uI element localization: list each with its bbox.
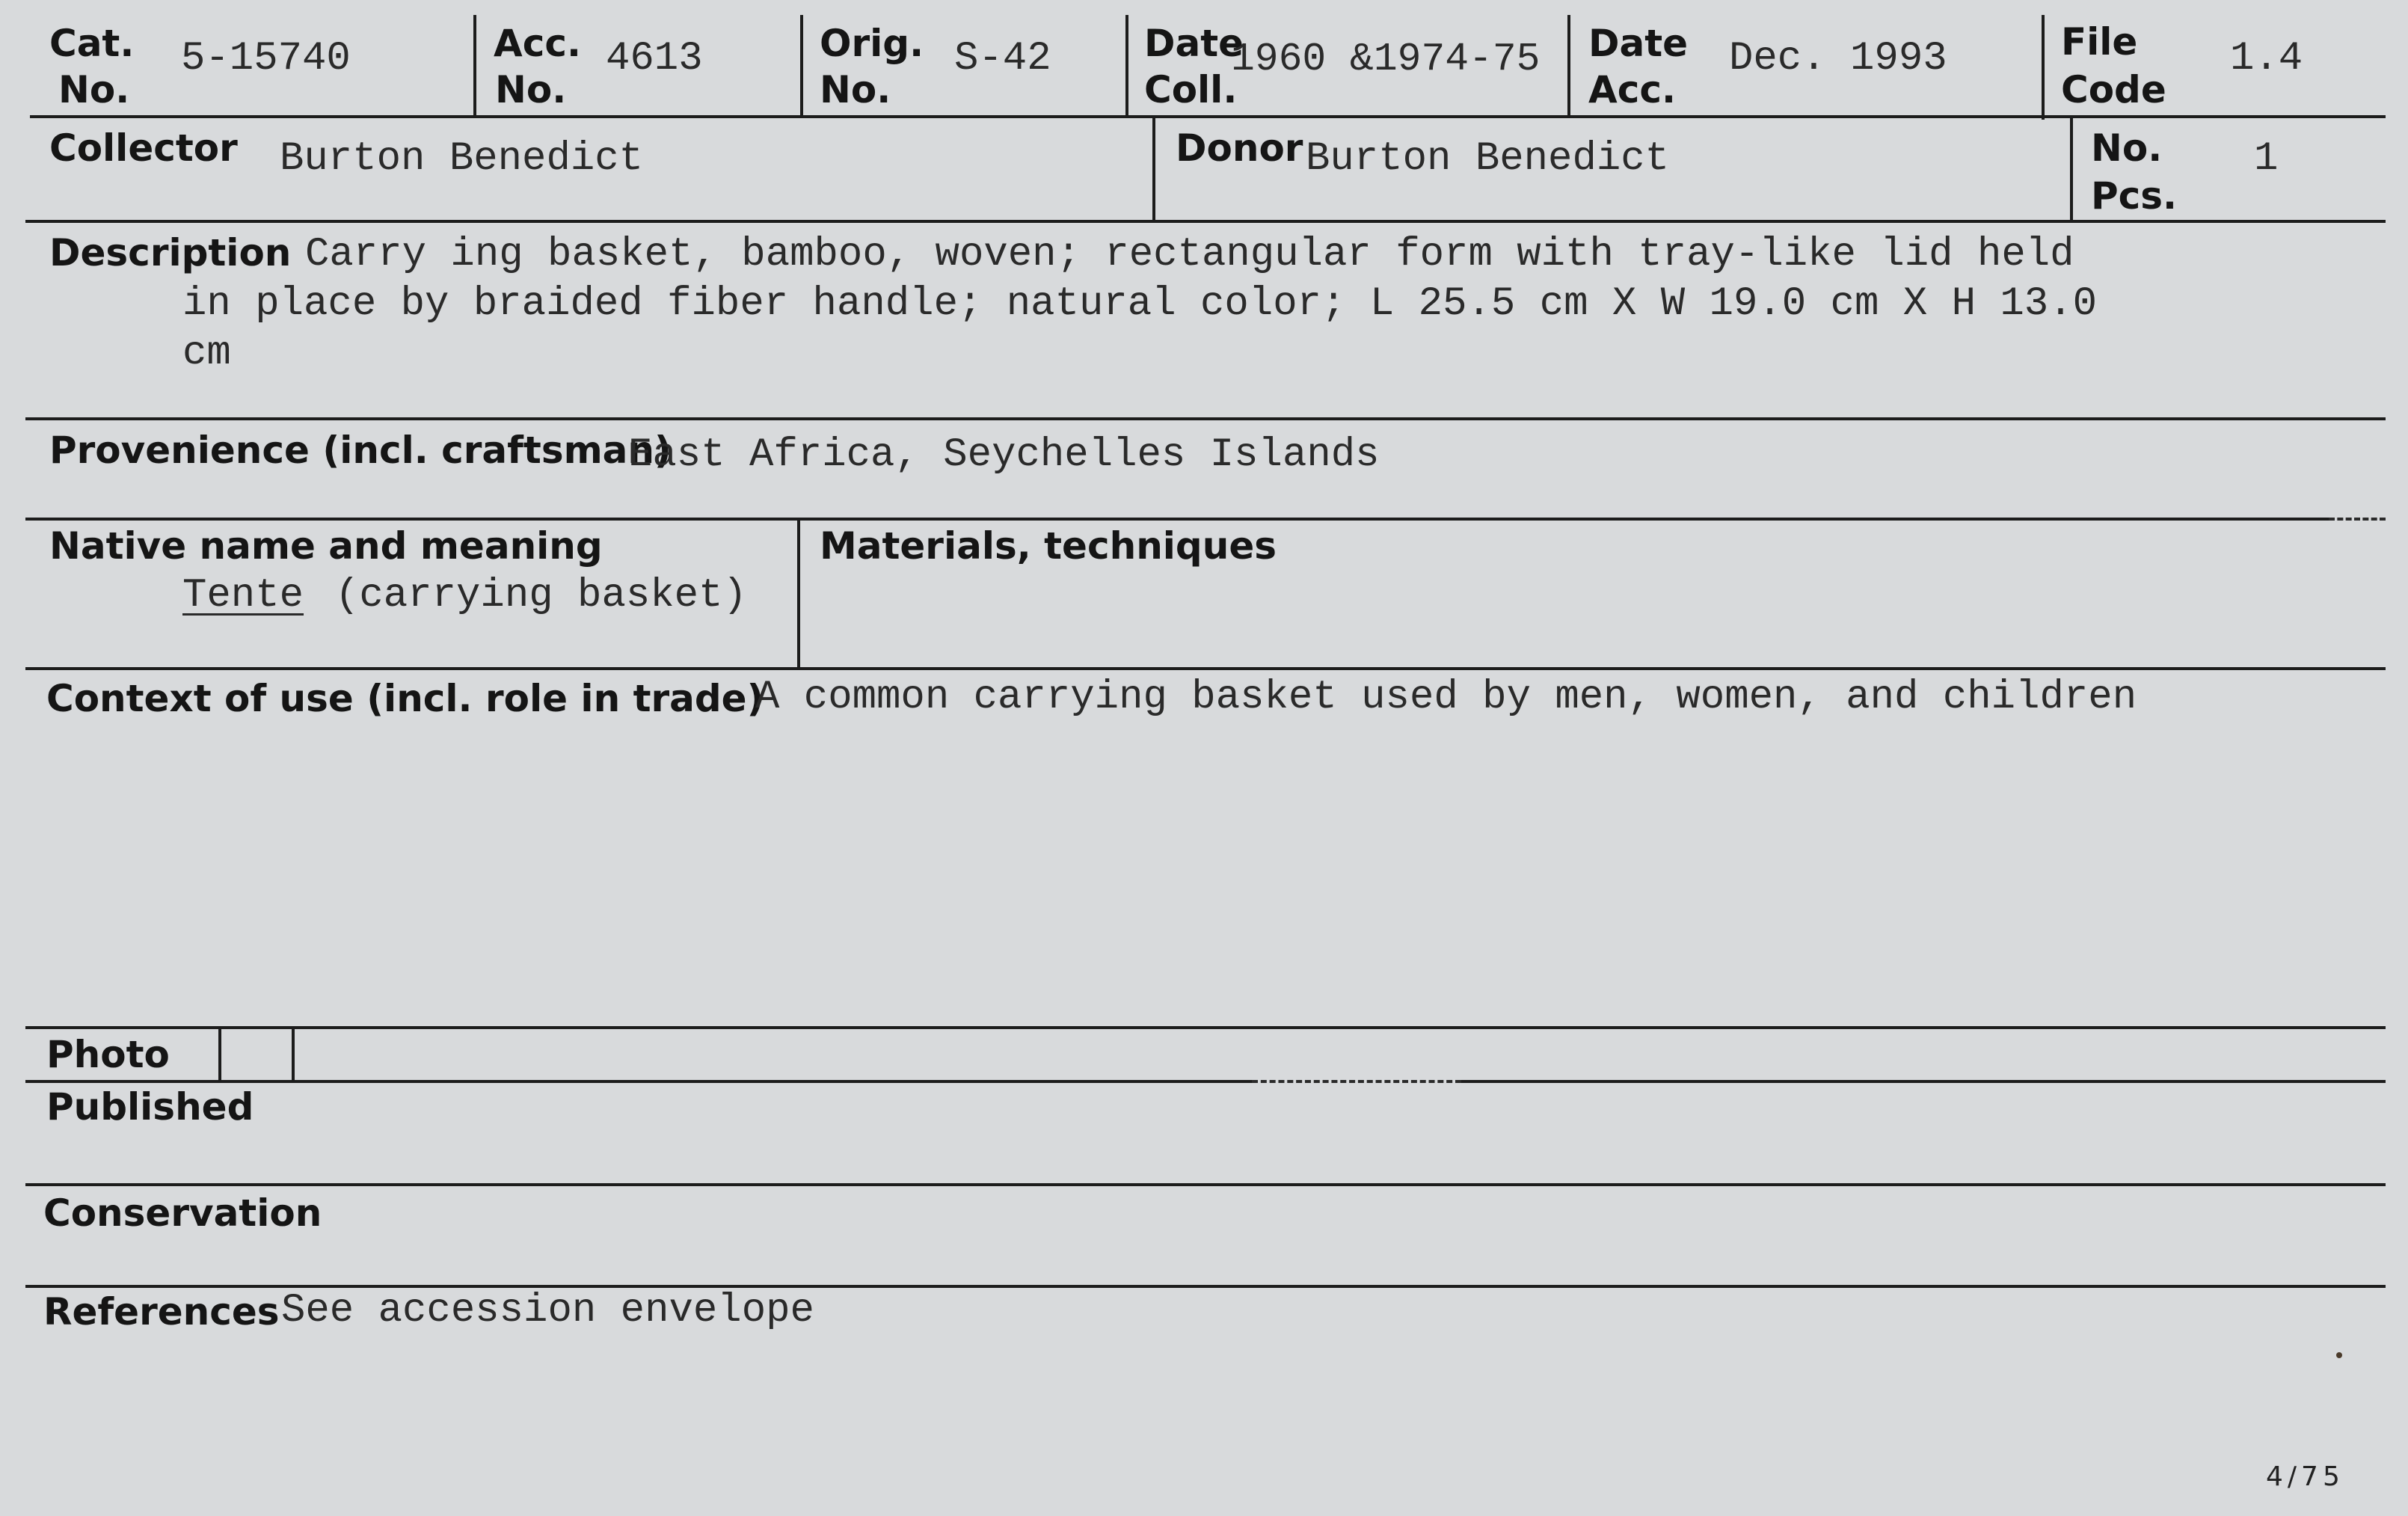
file-code-value: 1.4 (2230, 36, 2303, 82)
orig-no-value: S-42 (954, 36, 1051, 82)
rule (25, 518, 2329, 521)
form-code: 4/75 (2266, 1461, 2344, 1492)
orig-no-label-2: No. (820, 68, 891, 111)
file-code-label-2: Code (2061, 68, 2166, 111)
divider (800, 15, 803, 115)
native-name-label: Native name and meaning (49, 524, 603, 568)
divider (797, 519, 800, 669)
divider (1125, 15, 1128, 115)
orig-no-label-1: Orig. (820, 22, 924, 65)
rule (1252, 1080, 1461, 1083)
description-label: Description (49, 231, 292, 274)
collector-label: Collector (49, 126, 238, 170)
speck-mark (2336, 1352, 2342, 1358)
date-coll-value: 1960 &1974-75 (1231, 37, 1541, 82)
description-line-1: Carry ing basket, bamboo, woven; rectangular form with tray-like lid held (305, 232, 2074, 277)
context-label: Context of use (incl. role in trade) (46, 677, 764, 720)
acc-no-label-1: Acc. (494, 22, 581, 65)
acc-no-value: 4613 (606, 36, 703, 82)
divider (1152, 117, 1155, 221)
cat-no-label-2: No. (58, 68, 130, 111)
divider (2070, 117, 2073, 221)
rule (25, 1183, 2386, 1186)
references-label: References (43, 1290, 280, 1334)
date-coll-label-1: Date (1144, 22, 1244, 65)
no-pcs-value: 1 (2254, 136, 2279, 182)
cat-no-value: 5-15740 (181, 36, 351, 82)
rule (25, 1026, 2386, 1029)
date-coll-label-2: Coll. (1144, 68, 1238, 111)
divider (473, 15, 476, 115)
divider (292, 1028, 295, 1081)
provenience-value: East Africa, Seychelles Islands (628, 432, 1380, 478)
divider (218, 1028, 221, 1081)
conservation-label: Conservation (43, 1191, 322, 1235)
divider (1567, 15, 1570, 115)
cat-no-label-1: Cat. (49, 22, 135, 65)
no-pcs-label-1: No. (2091, 126, 2163, 170)
photo-label: Photo (46, 1033, 170, 1076)
native-name-meaning: (carrying basket) (335, 573, 747, 619)
file-code-label-1: File (2061, 20, 2138, 64)
published-label: Published (46, 1085, 254, 1129)
divider (2042, 15, 2045, 120)
rule (25, 417, 2386, 420)
native-name-term: Tente (182, 573, 304, 619)
date-acc-label-1: Date (1588, 22, 1689, 65)
collector-value: Burton Benedict (280, 136, 644, 182)
context-value: A common carrying basket used by men, women, and children (755, 675, 2137, 720)
date-acc-label-2: Acc. (1588, 68, 1676, 111)
description-line-2: in place by braided fiber handle; natural color; L 25.5 cm X W 19.0 cm X H 13.0 (182, 281, 2098, 327)
no-pcs-label-2: Pcs. (2091, 174, 2178, 218)
rule (1461, 1080, 2386, 1083)
rule (25, 667, 2386, 670)
donor-value: Burton Benedict (1306, 136, 1670, 182)
date-acc-value: Dec. 1993 (1729, 36, 1947, 82)
description-line-3: cm (182, 331, 231, 376)
rule (30, 115, 2386, 118)
rule (2329, 518, 2386, 521)
donor-label: Donor (1176, 126, 1303, 170)
provenience-label: Provenience (incl. craftsman) (49, 429, 672, 472)
rule (25, 220, 2386, 223)
materials-label: Materials, techniques (820, 524, 1277, 568)
references-value: See accession envelope (281, 1288, 814, 1334)
acc-no-label-2: No. (495, 68, 567, 111)
